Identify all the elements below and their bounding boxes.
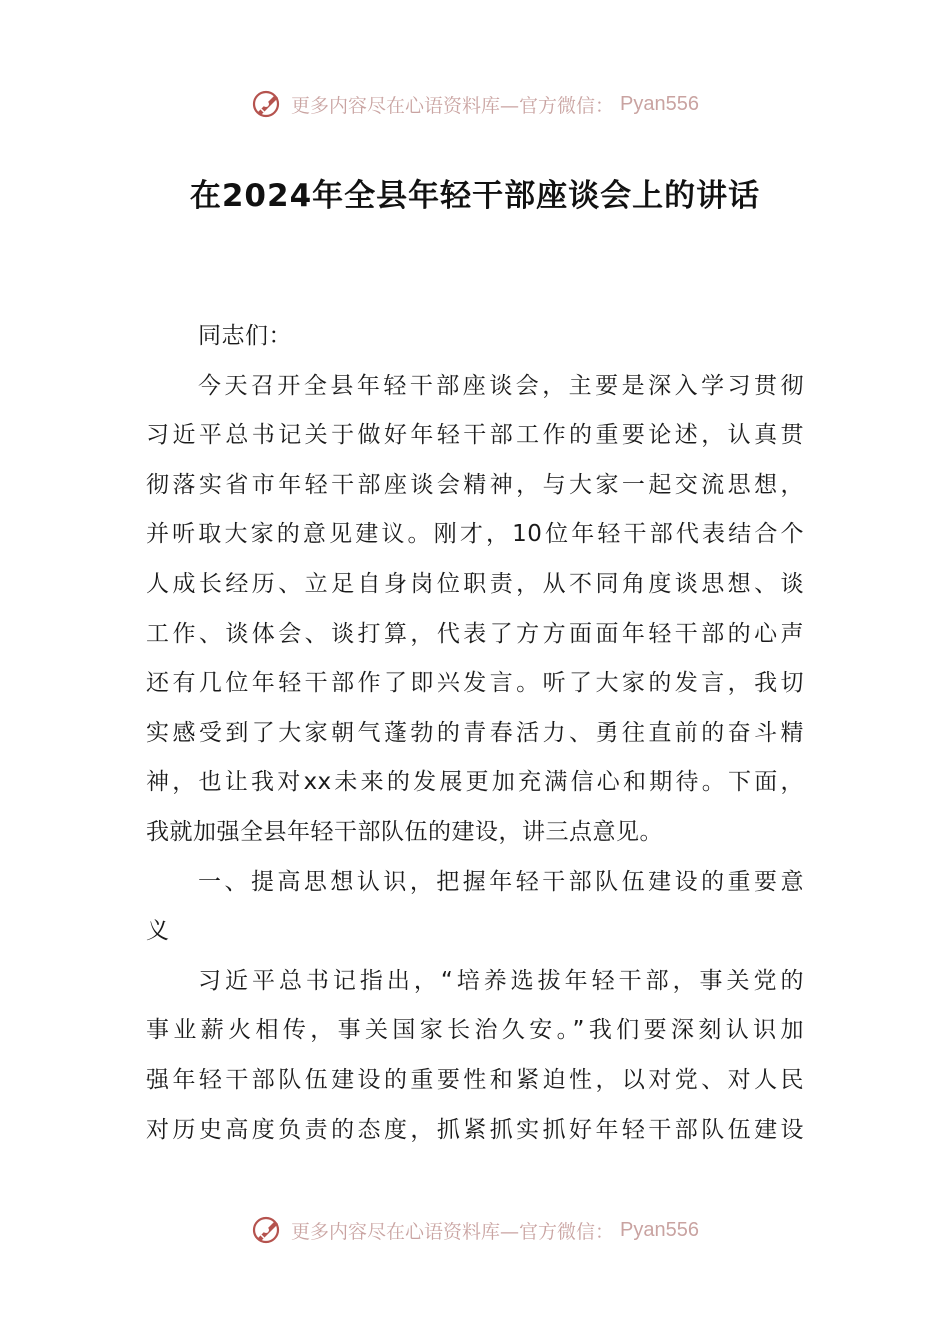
paragraph-line: 实感受到了大家朝气蓬勃的青春活力、勇往直前的奋斗精 (146, 719, 804, 746)
watermark-wechat-id: Pyan556 (620, 92, 699, 115)
paragraph-line: 习近平总书记关于做好年轻干部工作的重要论述，认真贯 (146, 422, 804, 449)
document-body (146, 312, 804, 1155)
paragraph-line: 强年轻干部队伍建设的重要性和紧迫性，以对党、对人民 (146, 1066, 804, 1093)
watermark-wechat-id: Pyan556 (620, 1218, 699, 1241)
watermark-text: 更多内容尽在心语资料库—官方微信： (291, 94, 615, 117)
paragraph-line: 彻落实省市年轻干部座谈会精神，与大家一起交流思想， (146, 471, 804, 498)
document-title: 在2024年全县年轻干部座谈会上的讲话 (189, 178, 761, 214)
pen-logo-icon (251, 87, 285, 121)
paragraph-line: 事业薪火相传，事关国家长治久安。”我们要深刻认识加 (146, 1017, 804, 1044)
paragraph-line: 并听取大家的意见建议。刚才，10位年轻干部代表结合个 (146, 521, 804, 548)
paragraph-line: 我就加强全县年轻干部队伍的建设，讲三点意见。 (146, 818, 663, 845)
pen-logo-icon (251, 1213, 285, 1247)
paragraph-line: 对历史高度负责的态度，抓紧抓实抓好年轻干部队伍建设 (146, 1116, 804, 1143)
paragraph-line: 人成长经历、立足自身岗位职责，从不同角度谈思想、谈 (146, 570, 804, 597)
watermark-header (0, 84, 950, 124)
section-heading: 一、提高思想认识，把握年轻干部队伍建设的重要意 (198, 868, 804, 895)
paragraph-line: 习近平总书记指出，“培养选拔年轻干部，事关党的 (198, 967, 804, 994)
paragraph-line: 还有几位年轻干部作了即兴发言。听了大家的发言，我切 (146, 670, 804, 697)
paragraph-line: 工作、谈体会、谈打算，代表了方方面面年轻干部的心声 (146, 620, 804, 647)
watermark-footer (0, 1210, 950, 1250)
section-heading: 义 (146, 918, 170, 945)
paragraph-line: 今天召开全县年轻干部座谈会，主要是深入学习贯彻 (198, 372, 804, 399)
salutation: 同志们： (198, 323, 292, 349)
paragraph-line: 神，也让我对xx未来的发展更加充满信心和期待。下面， (146, 769, 804, 796)
watermark-text: 更多内容尽在心语资料库—官方微信： (291, 1220, 615, 1243)
